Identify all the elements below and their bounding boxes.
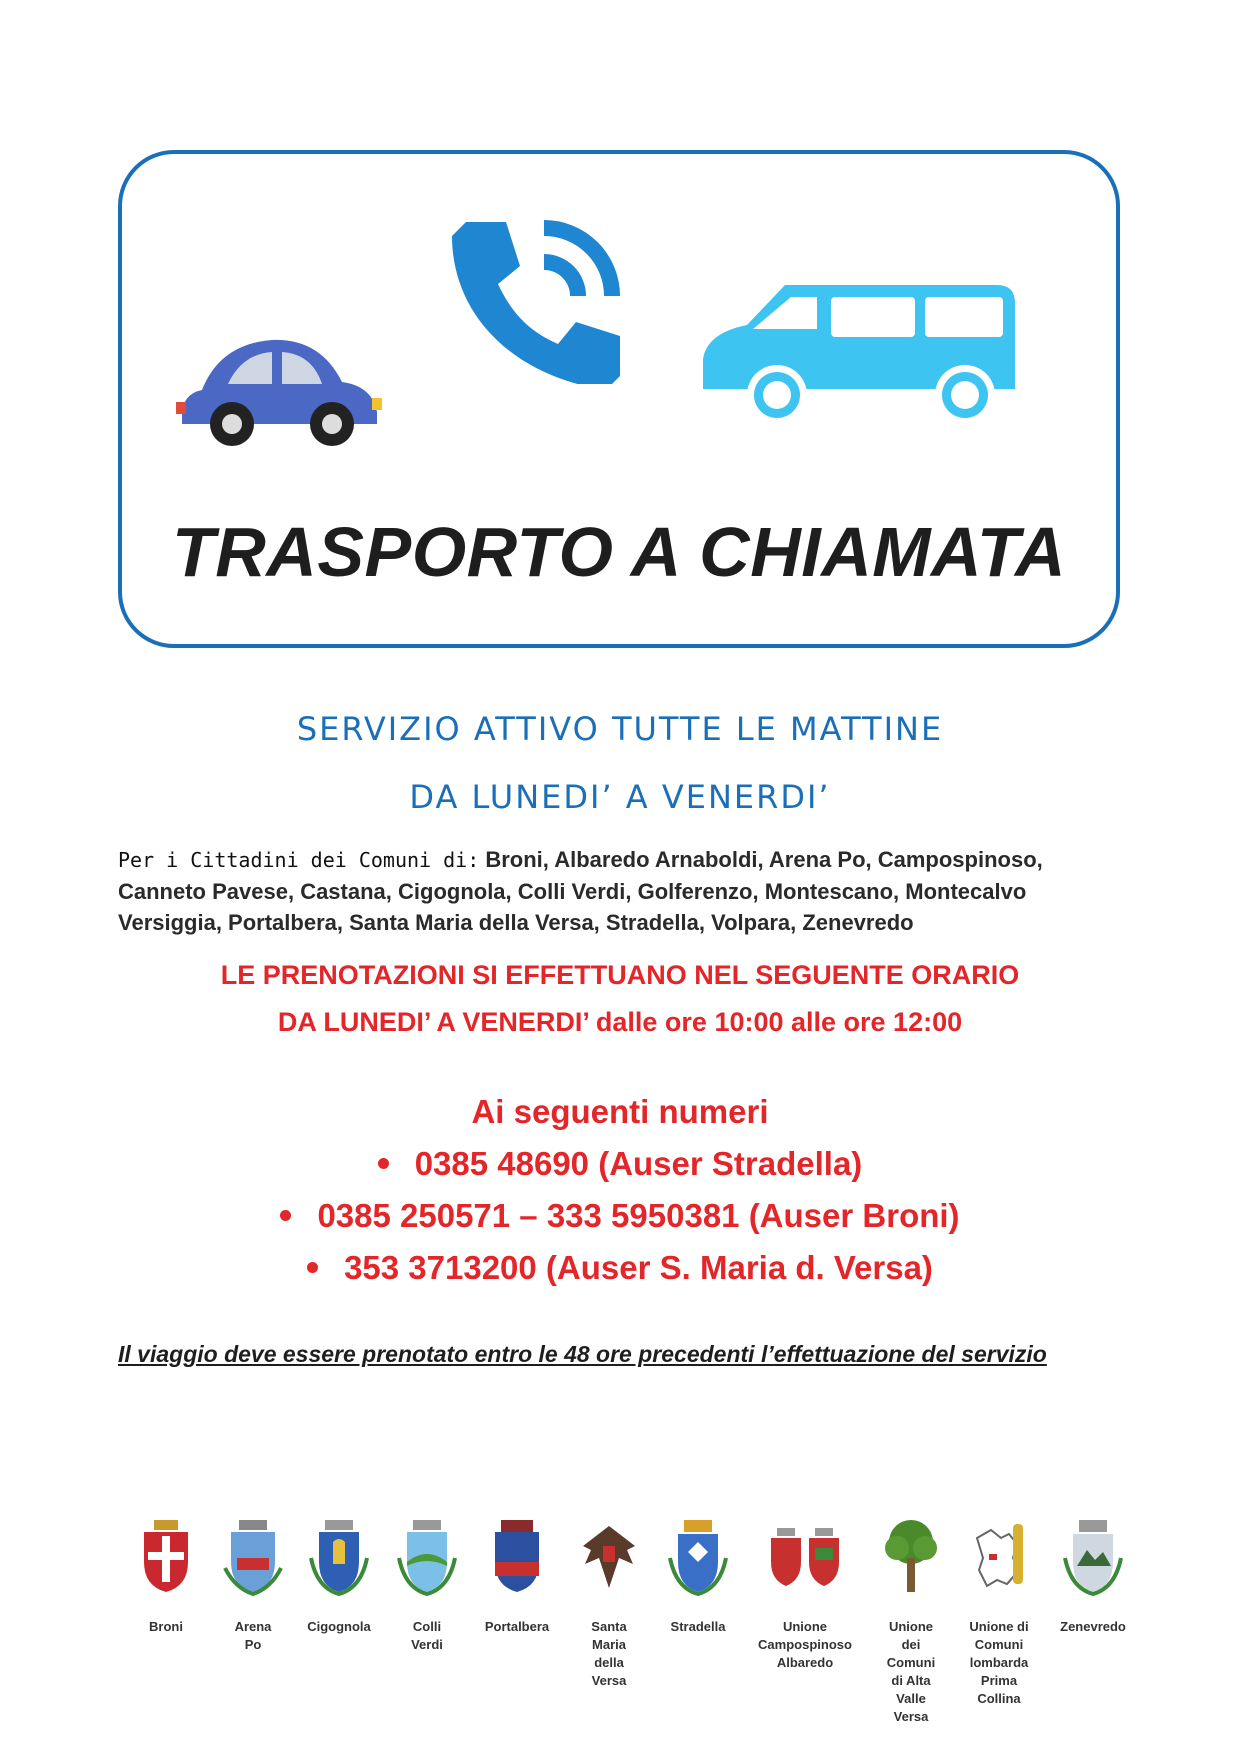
logo-label: Portalbera (484, 1619, 550, 1634)
phone-number-text: 0385 250571 – 333 5950381 (Auser Broni) (317, 1197, 960, 1234)
service-line-1: SERVIZIO ATTIVO TUTTE LE MATTINE (296, 710, 944, 748)
booking-line-2: DA LUNEDI’ A VENERDI’ dalle ore 10:00 alle ore 12:00 (277, 1007, 963, 1037)
crest-icon (579, 1518, 639, 1596)
crest-icon (309, 1518, 369, 1596)
crest-icon (136, 1518, 196, 1596)
municipality-logos (0, 1518, 1240, 1748)
hero-frame (118, 150, 1120, 648)
logo-label: Unione Campospinoso Albaredo (758, 1619, 852, 1670)
crest-icon (767, 1518, 843, 1596)
phone-number-item (0, 1242, 1240, 1294)
logo-label: Cigognola (307, 1619, 371, 1634)
crest-icon (487, 1518, 547, 1596)
logo-label: Unione di Comuni lombarda Prima Collina (969, 1619, 1029, 1706)
citizens-paragraph (118, 844, 1118, 938)
logo-label: Stradella (670, 1619, 726, 1634)
phone-number-item (0, 1190, 1240, 1242)
booking-line-1: LE PRENOTAZIONI SI EFFETTUANO NEL SEGUENTE ORARIO (220, 960, 1020, 990)
municipality-list: Broni, Albaredo Arnaboldi, Arena Po, Campospinoso, Canneto Pavese, Castana, Cigognola, Colli Verdi, Golferenzo, Montescano, Montecalvo Versiggia, Portalbera, Santa Maria della Versa, Stradella, Volpara, Zenevredo (118, 847, 1043, 935)
citizens-lead: Per i Cittadini dei Comuni di: (118, 848, 480, 872)
booking-note: Il viaggio deve essere prenotato entro le 48 ore precedenti l’effettuazione del servizio (118, 1341, 1047, 1367)
logo-zenevredo (1038, 1518, 1148, 1636)
logo-label: Arena Po (234, 1619, 272, 1652)
bullet-icon (280, 1210, 291, 1221)
phone-number-text: 0385 48690 (Auser Stradella) (414, 1145, 863, 1182)
logo-stradella (643, 1518, 753, 1636)
bullet-icon (307, 1262, 318, 1273)
phone-number-list (0, 1138, 1240, 1294)
tree-icon (881, 1518, 941, 1596)
crest-icon (397, 1518, 457, 1596)
van-icon (697, 279, 1027, 429)
bullet-icon (378, 1158, 389, 1169)
car-icon (172, 324, 392, 454)
crest-icon (1063, 1518, 1123, 1596)
service-line-2: DA LUNEDI’ A VENERDI’ (409, 778, 831, 816)
phone-number-text: 353 3713200 (Auser S. Maria d. Versa) (344, 1249, 933, 1286)
page-title: TRASPORTO A CHIAMATA (171, 513, 1067, 591)
logo-label: Unione dei Comuni di Alta Valle Versa (886, 1619, 936, 1724)
phone-icon (452, 214, 622, 384)
logo-label: Santa Maria della Versa (591, 1619, 627, 1688)
crest-icon (223, 1518, 283, 1596)
logo-label: Zenevredo (1060, 1619, 1126, 1634)
logo-label: Broni (149, 1619, 183, 1634)
logo-unione-campospinoso-albaredo (750, 1518, 860, 1672)
numbers-heading: Ai seguenti numeri (471, 1093, 769, 1130)
phone-number-item (0, 1138, 1240, 1190)
crest-icon (668, 1518, 728, 1596)
map-icon (969, 1518, 1029, 1596)
logo-label: Colli Verdi (411, 1619, 443, 1652)
